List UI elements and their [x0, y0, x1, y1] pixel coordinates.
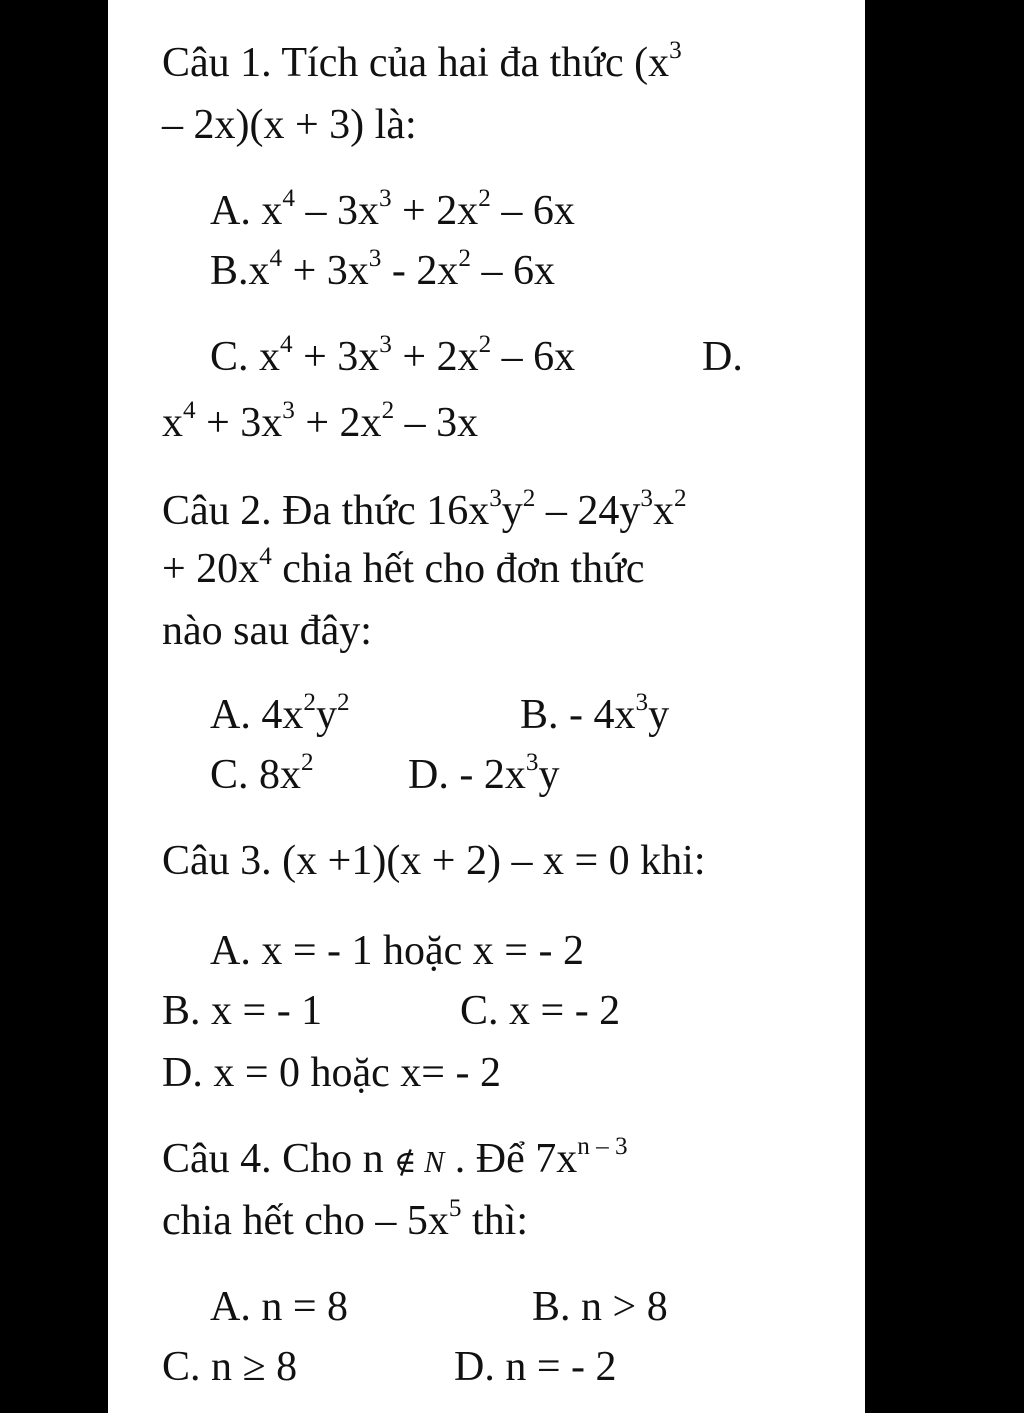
q4-option-c[interactable]: C. n ≥ 8 — [162, 1344, 298, 1390]
document-page — [108, 0, 865, 1413]
q2-option-b[interactable]: B. - $4x^3y$ — [520, 688, 670, 738]
q4-option-a[interactable]: A. n = 8 — [210, 1284, 349, 1330]
q1-option-d[interactable]: $x^4 + 3x^3 + 2x^2 - 3x$ — [162, 396, 479, 446]
q1-stem-line1: Câu 1. Tích của hai đa thức ($x^3$ — [162, 36, 682, 86]
q2-option-a[interactable]: A. $4x^2y^2$ — [210, 688, 350, 738]
q3-stem: Câu 3. (x +1)(x + 2) – x = 0 khi: — [162, 838, 706, 884]
q4-stem-line2: chia hết cho – $5x^5$ thì: — [162, 1194, 529, 1244]
q2-stem-line2: + $20x^4$ chia hết cho đơn thức — [162, 542, 645, 592]
q3-option-b[interactable]: B. x = - 1 — [162, 988, 323, 1034]
q3-option-c[interactable]: C. x = - 2 — [460, 988, 621, 1034]
q1-option-c[interactable]: C. $x^4 + 3x^3 + 2x^2 - 6x$ — [210, 330, 576, 380]
q1-option-b[interactable]: $B.x^4 + 3x^3 - 2x^2 - 6x$ — [210, 244, 555, 294]
q4-stem-line1: Câu 4. Cho n ∉ N . Để $7x^{n - 3}$ — [162, 1132, 628, 1182]
q2-option-c[interactable]: C. $8x^2$ — [210, 748, 314, 798]
q1-option-d-label[interactable]: D. — [702, 334, 743, 380]
q3-option-a[interactable]: A. x = - 1 hoặc x = - 2 — [210, 928, 584, 974]
q3-option-d[interactable]: D. x = 0 hoặc x= - 2 — [162, 1050, 501, 1096]
q2-option-d[interactable]: D. - $2x^3y$ — [408, 748, 560, 798]
q2-stem-line1: Câu 2. Đa thức $16x^3y^2 - 24y^3x^2$ — [162, 484, 687, 534]
q1-option-a[interactable]: A. $x^4 - 3x^3 + 2x^2 - 6x$ — [210, 184, 575, 234]
q4-option-d[interactable]: D. n = - 2 — [454, 1344, 617, 1390]
q4-option-b[interactable]: B. n > 8 — [532, 1284, 668, 1330]
not-in-symbol: ∉ N — [394, 1145, 445, 1179]
q2-stem-line3: nào sau đây: — [162, 608, 372, 654]
q1-stem-line2: – 2x)(x + 3) là: — [162, 102, 417, 148]
